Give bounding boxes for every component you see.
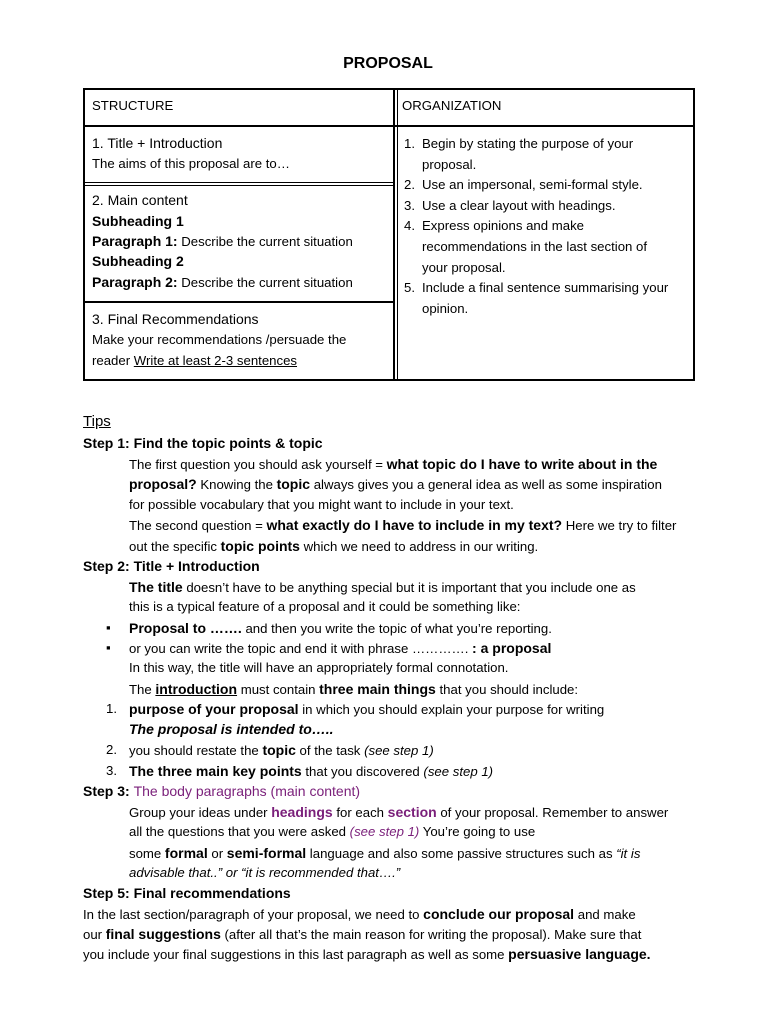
organization-item-text: Use a clear layout with headings. [422, 197, 616, 213]
step5-line: our final suggestions (after all that’s the main reason for writing the proposal). Make sure that [83, 926, 642, 942]
paragraph-2-label: Paragraph 2: [92, 274, 178, 290]
table-row-divider [85, 301, 394, 303]
step3-line: advisable that..” or “it is recommended that….” [129, 865, 401, 880]
bullet-icon: ▪ [106, 620, 111, 635]
step2-item-1-example: The proposal is intended to….. [129, 721, 334, 737]
organization-item-text: proposal. [422, 156, 477, 172]
organization-item-text: Begin by stating the purpose of your [422, 136, 634, 151]
subheading-1: Subheading 1 [92, 213, 184, 229]
step3-line: some formal or semi-formal language and also some passive structures such as “it is [129, 845, 641, 861]
step2-bullet-2: or you can write the topic and end it with phrase …………. : a proposal [129, 640, 552, 656]
organization-item-number: 2. [404, 177, 415, 193]
table-row-divider [85, 185, 394, 186]
page-title: PROPOSAL [343, 55, 433, 72]
paragraph-2-line: Paragraph 2: Describe the current situation [92, 274, 353, 290]
organization-item-number: 4. [404, 218, 415, 234]
table-column-divider [393, 88, 395, 381]
step2-item-3: The three main key points that you discovered (see step 1) [129, 763, 494, 779]
step2-line: In this way, the title will have an appropriately formal connotation. [129, 660, 509, 675]
step5-heading: Step 5: Final recommendations [83, 885, 291, 901]
list-number: 3. [106, 763, 117, 778]
organization-item-text: Use an impersonal, semi-formal style. [422, 177, 643, 193]
organization-item-text: your proposal. [422, 259, 506, 275]
list-number: 1. [106, 701, 117, 716]
step5-line: you include your final suggestions in this last paragraph as well as some persuasive language. [83, 946, 651, 962]
step1-heading: Step 1: Find the topic points & topic [83, 435, 323, 451]
step2-line: this is a typical feature of a proposal and it could be something like: [129, 599, 521, 614]
step3-heading: Step 3: The body paragraphs (main content) [83, 783, 361, 799]
organization-item-number: 1. [404, 136, 415, 151]
section3-heading: 3. Final Recommendations [92, 311, 259, 327]
paragraph-1-label: Paragraph 1: [92, 233, 178, 249]
step2-bullet-1: Proposal to ……. and then you write the topic of what you’re reporting. [129, 620, 552, 636]
section3-line2: reader Write at least 2-3 sentences [92, 353, 298, 368]
step5-line: In the last section/paragraph of your proposal, we need to conclude our proposal and make [83, 906, 636, 922]
organization-item-text: opinion. [422, 300, 469, 316]
step1-line: The first question you should ask yourself = what topic do I have to write about in the [129, 456, 658, 472]
organization-item-text: Include a final sentence summarising your [422, 280, 669, 296]
step2-line: The introduction must contain three main things that you should include: [129, 681, 579, 697]
section1-text: The aims of this proposal are to… [92, 156, 290, 171]
organization-item-text: recommendations in the last section of [422, 239, 648, 254]
subheading-2: Subheading 2 [92, 253, 184, 269]
organization-item-number: 3. [404, 197, 415, 213]
section3-line1: Make your recommendations /persuade the [92, 332, 347, 347]
organization-item-number: 5. [404, 280, 415, 296]
organization-header: ORGANIZATION [402, 98, 502, 113]
step2-item-2: you should restate the topic of the task (see step 1) [129, 742, 434, 758]
step3-line: all the questions that you were asked (see step 1) You’re going to use [129, 824, 536, 839]
step1-line: out the specific topic points which we need to address in our writing. [129, 538, 539, 554]
section2-heading: 2. Main content [92, 192, 188, 208]
tips-heading: Tips [83, 413, 111, 430]
table-header-divider [83, 125, 695, 127]
paragraph-1-line: Paragraph 1: Describe the current situation [92, 233, 353, 249]
step1-line: proposal? Knowing the topic always gives you a general idea as well as some inspiration [129, 476, 662, 492]
section1-heading: 1. Title + Introduction [92, 135, 223, 151]
step1-line: for possible vocabulary that you might want to include in your text. [129, 497, 514, 512]
bullet-icon: ▪ [106, 640, 111, 655]
step1-line: The second question = what exactly do I have to include in my text? Here we try to filter [129, 517, 677, 533]
table-row-divider [85, 182, 394, 183]
organization-item-text: Express opinions and make [422, 218, 585, 234]
step2-item-1: purpose of your proposal in which you should explain your purpose for writing [129, 701, 605, 717]
table-column-divider-inner [397, 88, 398, 381]
list-number: 2. [106, 742, 117, 757]
step2-heading: Step 2: Title + Introduction [83, 558, 260, 574]
step3-line: Group your ideas under headings for each section of your proposal. Remember to answer [129, 804, 669, 820]
step2-line: The title doesn’t have to be anything special but it is important that you include one as [129, 579, 636, 595]
structure-header: STRUCTURE [92, 98, 174, 113]
section3-underlined: Write at least 2-3 sentences [133, 353, 298, 368]
